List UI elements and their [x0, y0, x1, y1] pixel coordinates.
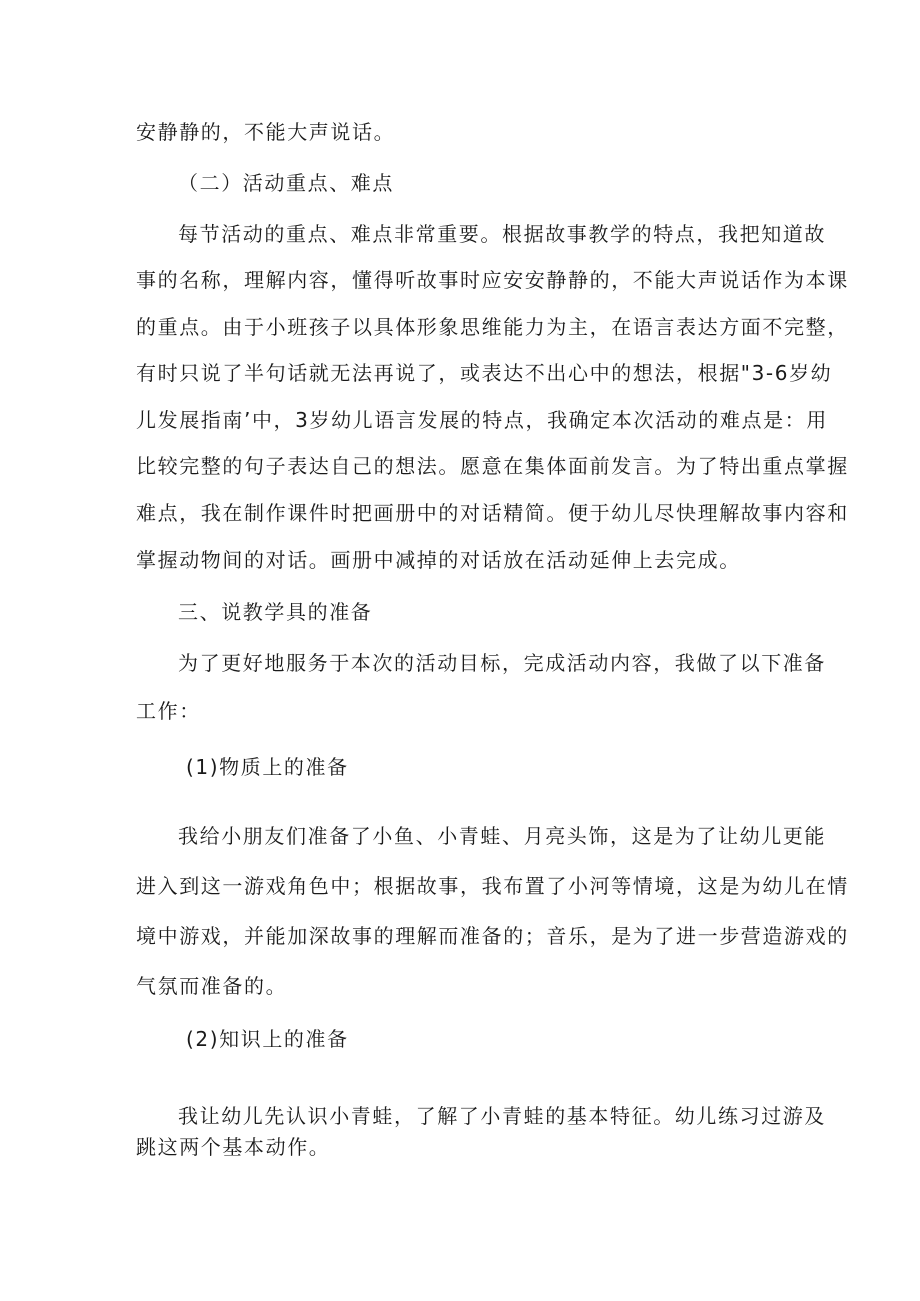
paragraph-key-points-line: 儿发展指南’中，3岁幼儿语言发展的特点，我确定本次活动的难点是：用 — [136, 408, 828, 432]
paragraph-physical-line: 境中游戏，并能加深故事的理解而准备的；音乐，是为了进一步营造游戏的 — [136, 924, 849, 948]
subheading-physical-preparation: (1)物质上的准备 — [186, 755, 349, 779]
paragraph-key-points-line: 事的名称，理解内容，懂得听故事时应安安静静的，不能大声说话作为本课 — [136, 268, 849, 292]
paragraph-materials-intro-line: 为了更好地服务于本次的活动目标，完成活动内容，我做了以下准备 — [178, 651, 826, 675]
paragraph-physical-line: 气氛而准备的。 — [136, 974, 288, 998]
paragraph-key-points-line: 难点，我在制作课件时把画册中的对话精简。便于幼儿尽快理解故事内容和 — [136, 501, 849, 525]
subheading-knowledge-preparation: (2)知识上的准备 — [186, 1027, 349, 1051]
section-heading-materials: 三、说教学具的准备 — [178, 600, 373, 624]
paragraph-physical-line: 我给小朋友们准备了小鱼、小青蛙、月亮头饰，这是为了让幼儿更能 — [178, 824, 826, 848]
paragraph-key-points-line: 有时只说了半句话就无法再说了，或表达不出心中的想法，根据"3-6岁幼 — [136, 361, 833, 385]
paragraph-knowledge-line: 我让幼儿先认识小青蛙，了解了小青蛙的基本特征。幼儿练习过游及 — [178, 1104, 826, 1128]
paragraph-key-points-line: 每节活动的重点、难点非常重要。根据故事教学的特点，我把知道故 — [178, 222, 826, 246]
paragraph-knowledge-line: 跳这两个基本动作。 — [136, 1135, 331, 1159]
section-heading-key-points: （二）活动重点、难点 — [178, 171, 394, 195]
paragraph-key-points-line: 掌握动物间的对话。画册中减掉的对话放在活动延伸上去完成。 — [136, 548, 741, 572]
paragraph-physical-line: 进入到这一游戏角色中；根据故事，我布置了小河等情境，这是为幼儿在情 — [136, 874, 849, 898]
paragraph-key-points-line: 的重点。由于小班孩子以具体形象思维能力为主，在语言表达方面不完整， — [136, 315, 849, 339]
paragraph-materials-intro-line: 工作： — [136, 699, 201, 723]
continuation-line: 安静静的，不能大声说话。 — [136, 120, 396, 144]
paragraph-key-points-line: 比较完整的句子表达自己的想法。愿意在集体面前发言。为了特出重点掌握 — [136, 454, 849, 478]
